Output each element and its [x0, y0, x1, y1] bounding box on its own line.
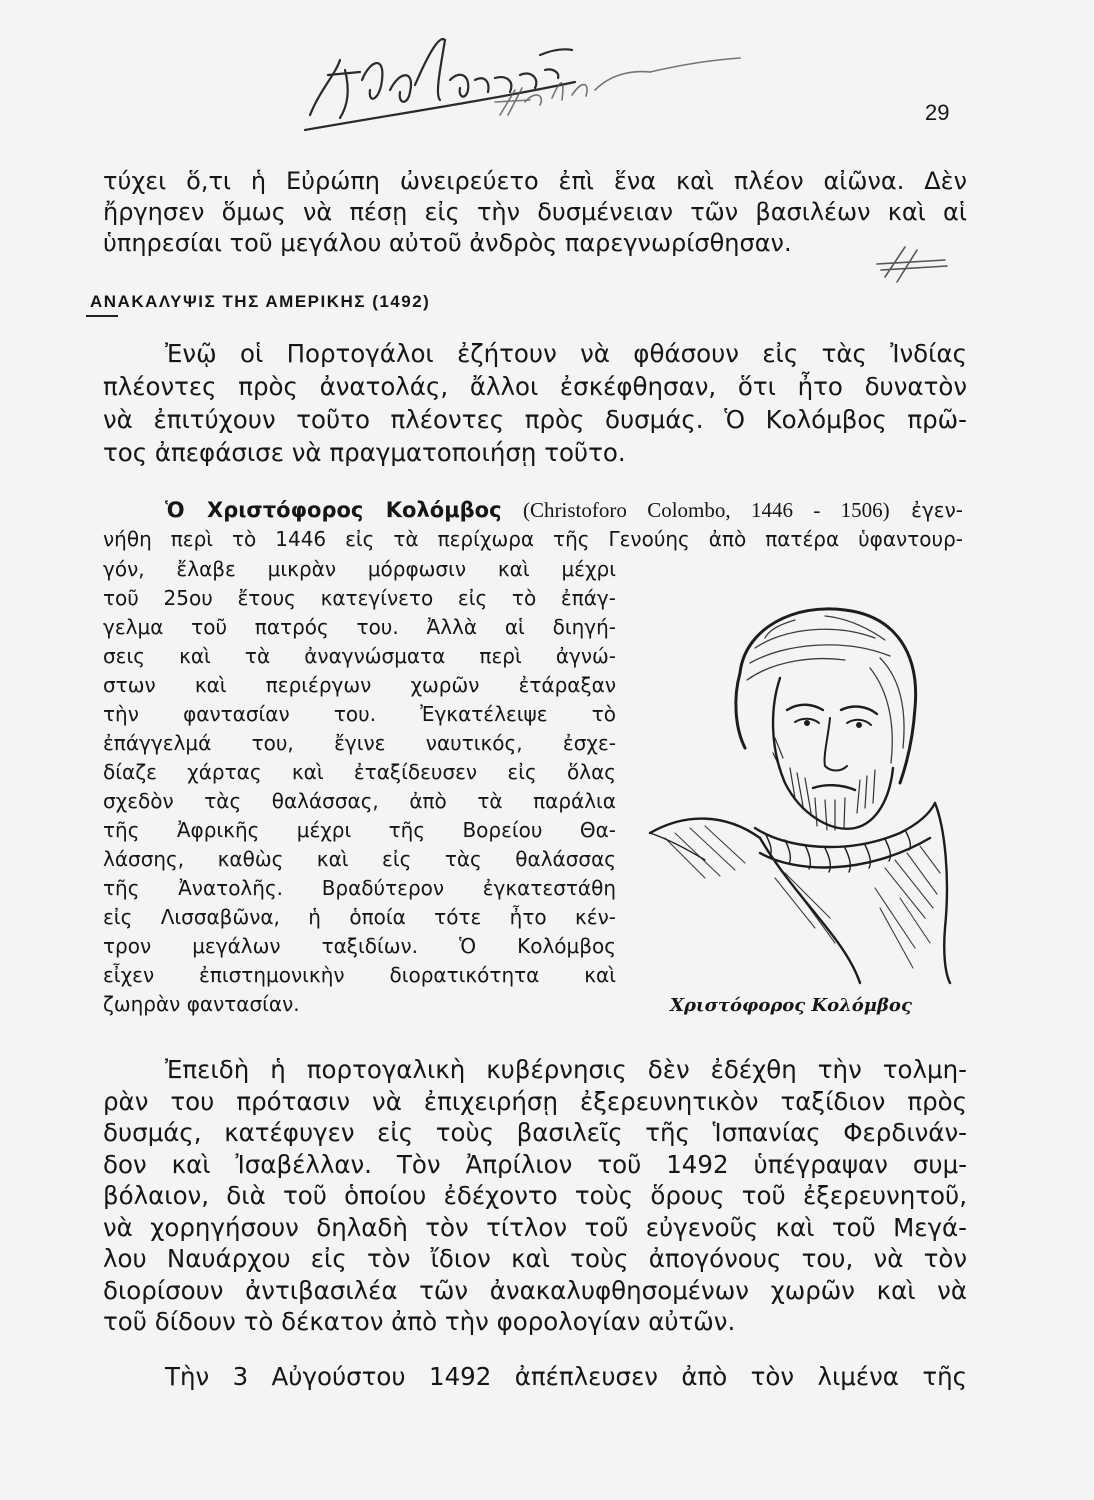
text-line: λάσσης, καθὼς καὶ εἰς τὰς θαλάσσας: [103, 847, 616, 871]
text-line: γελμα τοῦ πατρός του. Ἀλλὰ αἱ διηγή-: [103, 615, 616, 639]
text-line: ὑπηρεσίαι τοῦ μεγάλου αὐτοῦ ἀνδρὸς παρεγνωρίσθησαν.: [103, 229, 792, 257]
text-line: εἶχεν ἐπιστημονικὴν διορατικότητα καὶ: [103, 963, 616, 987]
last-paragraph: [103, 1361, 967, 1393]
text-line: δον καὶ Ἰσαβέλλαν. Τὸν Ἀπρίλιον τοῦ 1492 ὑπέγραψαν συμ-: [103, 1149, 967, 1179]
text-line: Τὴν 3 Αὐγούστου 1492 ἀπέπλευσεν ἀπὸ τὸν λιμένα τῆς: [165, 1362, 967, 1391]
text-line: Ἐπειδὴ ἡ πορτογαλικὴ κυβέρνησις δὲν ἐδέχθη τὴν τολμη-: [165, 1055, 967, 1084]
intro-paragraph: [103, 166, 967, 259]
text-line: τος ἀπεφάσισε νὰ πραγματοποιήσῃ τοῦτο.: [103, 438, 626, 467]
biography-paragraph: [103, 496, 963, 554]
text-line: δίαζε χάρτας καὶ ἐταξίδευσεν εἰς ὅλας: [103, 760, 616, 784]
text-line: γόν, ἔλαβε μικρὰν μόρφωσιν καὶ μέχρι: [103, 557, 616, 581]
biography-column: [103, 555, 616, 1019]
text-line: [103, 496, 963, 525]
text-line: δυσμάς, κατέφυγεν εἰς τοὺς βασιλεῖς τῆς Ἱσπανίας Φερδινάν-: [103, 1118, 967, 1147]
text-line: τύχει ὅ,τι ἡ Εὐρώπη ὠνειρεύετο ἐπὶ ἕνα καὶ πλέον αἰῶνα. Δὲν: [103, 167, 967, 195]
text-line: τοῦ 25ου ἔτους κατεγίνετο εἰς τὸ ἐπάγ-: [103, 586, 616, 610]
text-line: διορίσουν ἀντιβασιλέα τῶν ἀνακαλυφθησομένων χωρῶν καὶ νὰ: [103, 1275, 967, 1305]
text-line: ἐπάγγελμά του, ἔγινε ναυτικός, ἐσχε-: [103, 731, 616, 755]
handwritten-signature: [290, 20, 760, 140]
text-line: ἤργησεν ὅμως νὰ πέσῃ εἰς τὴν δυσμένειαν τῶν βασιλέων καὶ αἱ: [103, 198, 967, 226]
text-line: σχεδὸν τὰς θαλάσσας, ἀπὸ τὰ παράλια: [103, 789, 616, 813]
text-line: ζωηρὰν φαντασίαν.: [103, 992, 300, 1016]
portrait-caption: Χριστόφορος Κολόμβος: [670, 995, 912, 1016]
text-line: νήθη περὶ τὸ 1446 εἰς τὰ περίχωρα τῆς Γενούης ἀπὸ πατέρα ὑφαντουρ-: [103, 527, 963, 551]
section-paragraph: [103, 337, 967, 469]
text-line: εἰς Λισσαβῶνα, ἡ ὁποία τότε ἦτο κέν-: [103, 905, 616, 929]
text-line: νὰ χορηγήσουν δηλαδὴ τὸν τίτλον τοῦ εὐγενοῦς καὶ τοῦ Μεγά-: [103, 1212, 967, 1242]
final-paragraph: [103, 1054, 967, 1338]
text-fragment: ἐγεν-: [911, 498, 964, 522]
text-line: τοῦ δίδουν τὸ δέκατον ἀπὸ τὴν φορολογίαν αὐτῶν.: [103, 1307, 736, 1336]
text-line: λου Ναυάρχου εἰς τὸν ἴδιον καὶ τοὺς ἀπογόνους του, νὰ τὸν: [103, 1244, 967, 1273]
pen-mark: [875, 242, 955, 287]
page-number: 29: [925, 100, 950, 125]
section-heading: ΑΝΑΚΑΛΥΨΙΣ ΤΗΣ ΑΜΕΡΙΚΗΣ (1492): [90, 292, 431, 311]
text-line: τὴν φαντασίαν του. Ἐγκατέλειψε τὸ: [103, 702, 616, 726]
heading-underline: [86, 315, 118, 317]
text-line: βόλαιον, διὰ τοῦ ὁποίου ἐδέχοντο τοὺς ὅρους τοῦ ἐξερευνητοῦ,: [103, 1181, 967, 1210]
biography-name: Ὁ Χριστόφορος Κολόμβος: [165, 498, 502, 522]
text-line: στων καὶ περιέργων χωρῶν ἐτάραξαν: [103, 673, 616, 697]
text-line: τῆς Ἀφρικῆς μέχρι τῆς Βορείου Θα-: [103, 818, 616, 842]
text-line: ρὰν του πρότασιν νὰ ἐπιχειρήσῃ ἐξερευνητικὸν ταξίδιον πρὸς: [103, 1086, 967, 1116]
text-line: πλέοντες πρὸς ἀνατολάς, ἄλλοι ἐσκέφθησαν, ὅτι ἦτο δυνατὸν: [103, 372, 967, 401]
text-line: τρον μεγάλων ταξιδίων. Ὁ Κολόμβος: [103, 934, 616, 958]
text-line: Ἐνῷ οἱ Πορτογάλοι ἐζήτουν νὰ φθάσουν εἰς τὰς Ἰνδίας: [165, 339, 967, 368]
text-line: τῆς Ἀνατολῆς. Βραδύτερον ἐγκατεστάθη: [103, 876, 616, 900]
biography-latin-name: (Christoforo Colombo, 1446 - 1506): [523, 498, 890, 522]
text-line: νὰ ἐπιτύχουν τοῦτο πλέοντες πρὸς δυσμάς. Ὁ Κολόμβος πρῶ-: [103, 405, 967, 434]
text-line: σεις καὶ τὰ ἀναγνώσματα περὶ ἀγνώ-: [103, 644, 616, 668]
columbus-portrait: [645, 598, 960, 988]
